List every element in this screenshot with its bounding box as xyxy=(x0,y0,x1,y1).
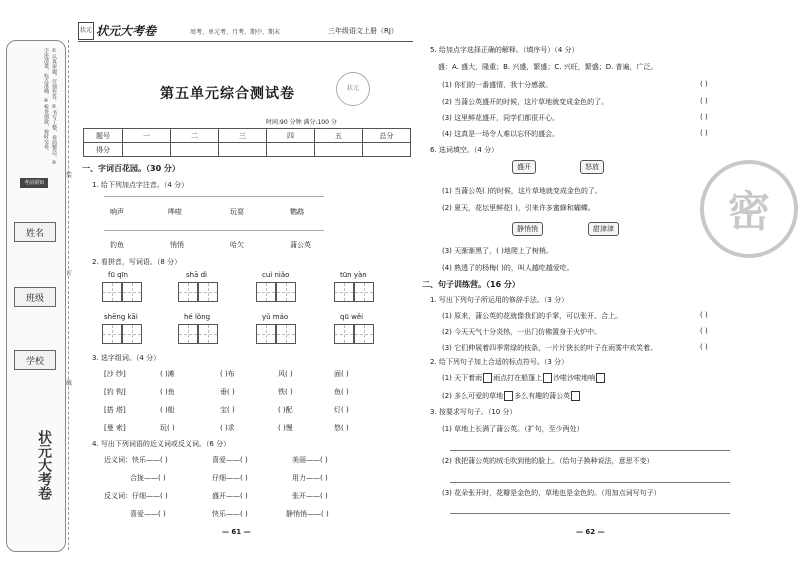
punct-box[interactable] xyxy=(596,373,605,383)
s2q2-seg: 沙啦沙啦地响 xyxy=(553,374,596,382)
score-cell[interactable] xyxy=(219,143,267,157)
answer-bracket[interactable]: ( ) xyxy=(700,311,708,319)
q4-item[interactable]: 反义词：仔细——( ) xyxy=(104,492,168,500)
q3-blank[interactable]: ( )船 xyxy=(160,406,175,414)
s2q2-seg: 雨点打在船篷上 xyxy=(493,374,543,382)
q4-item[interactable]: 喜爱——( ) xyxy=(130,510,166,518)
answer-bracket[interactable]: ( ) xyxy=(700,80,708,88)
q3-blank[interactable]: 玩( ) xyxy=(160,424,175,432)
q4-item[interactable]: 近义词：快乐——( ) xyxy=(104,456,168,464)
q3-chars: [搭 塔] xyxy=(104,406,126,414)
score-header: 三 xyxy=(219,129,267,143)
q3-blank[interactable]: ( )求 xyxy=(220,424,235,432)
name-field[interactable]: 姓名 xyxy=(14,222,56,242)
writing-boxes[interactable] xyxy=(178,324,218,348)
s2-question-2: 2. 给下列句子加上合适的标点符号。（3 分） xyxy=(430,358,569,366)
score-header: 五 xyxy=(315,129,363,143)
answer-line[interactable] xyxy=(450,482,730,483)
q6-item: (4) 熟透了的杨梅( )的，叫人越吃越爱吃。 xyxy=(442,264,574,272)
s2q2-seg: 多么有趣的蒲公英 xyxy=(514,392,571,400)
q5-item: (3) 这里鲜花盛开，同学们都很开心。 xyxy=(442,114,560,122)
s2q1-item: (1) 原来，蒲公英的花就像我们的手掌，可以张开、合上。 xyxy=(442,312,623,320)
pinyin: cuì niǎo xyxy=(262,271,290,279)
exam-tags: 周考、单元考、月考、期中、期末 xyxy=(190,29,281,36)
word-scroll: 甜津津 xyxy=(588,222,619,236)
answer-bracket[interactable]: ( ) xyxy=(700,327,708,335)
pinyin: qū wěi xyxy=(340,313,364,321)
punct-box[interactable] xyxy=(571,391,580,401)
time-info: 时间:90 分钟 满分:100 分 xyxy=(266,119,337,126)
q1-word: 哈欠 xyxy=(230,241,244,249)
score-header: 一 xyxy=(123,129,171,143)
page-number: — 62 — xyxy=(576,528,605,536)
score-header: 题号 xyxy=(84,129,123,143)
question-6: 6. 选词填空。（4 分） xyxy=(430,146,499,154)
question-4: 4. 写出下列词语的近义词或反义词。（6 分） xyxy=(92,440,231,448)
brand-title: 状元大考卷 xyxy=(96,24,157,38)
q6-item: (1) 当蒲公英( )的时候，这片草地就变成金色的了。 xyxy=(442,187,602,195)
cut-char: 装 xyxy=(66,172,73,179)
pinyin: hé lǒng xyxy=(184,313,211,321)
q6-item: (2) 夏天，花坛里鲜花( )，引来许多蜜蜂和蝴蝶。 xyxy=(442,204,595,212)
answer-line[interactable] xyxy=(450,513,730,514)
page-number: — 61 — xyxy=(222,528,251,536)
q5-item: (4) 这真是一场令人难以忘怀的盛会。 xyxy=(442,130,560,138)
cut-line xyxy=(68,40,69,550)
q6-item: (3) 天渐渐黑了，( )地爬上了树梢。 xyxy=(442,247,553,255)
writing-boxes[interactable] xyxy=(334,282,374,306)
q4-item[interactable]: 喜爱——( ) xyxy=(212,456,248,464)
punct-box[interactable] xyxy=(543,373,552,383)
writing-boxes[interactable] xyxy=(334,324,374,348)
pinyin: shēng kāi xyxy=(104,313,138,321)
pinyin-line xyxy=(104,230,324,232)
s2-question-1: 1. 写出下列句子所运用的修辞手法。（3 分） xyxy=(430,296,569,304)
punct-box[interactable] xyxy=(483,373,492,383)
answer-bracket[interactable]: ( ) xyxy=(700,343,708,351)
question-1: 1. 给下列加点字注音。（4 分） xyxy=(92,181,189,189)
question-2: 2. 看拼音，写词语。（8 分） xyxy=(92,258,182,266)
q5-options: 盛：A. 盛大，隆重；B. 兴盛，繁盛；C. 兴旺，繁盛；D. 普遍，广泛。 xyxy=(438,63,658,71)
q3-blank[interactable]: ( )配 xyxy=(278,406,293,414)
q1-word: 鹦鹉 xyxy=(290,208,304,216)
word-scroll: 静悄悄 xyxy=(512,222,543,236)
score-cell[interactable] xyxy=(123,143,171,157)
school-field[interactable]: 学校 xyxy=(14,350,56,370)
answer-line[interactable] xyxy=(450,450,730,451)
score-table xyxy=(83,128,411,157)
s2q2-item-2 xyxy=(442,391,581,401)
q3-blank[interactable]: ( )鱼 xyxy=(160,388,175,396)
s2-question-3: 3. 按要求写句子。（10 分） xyxy=(430,408,517,416)
s2q3-item: (2) 我把蒲公英的绒毛吹到他的脸上。（给句子换种说法，意思不变） xyxy=(442,457,654,465)
q3-blank[interactable]: 风( ) xyxy=(278,370,293,378)
word-scroll: 怒放 xyxy=(580,160,604,174)
section-1-title: 一、字词百花园。（30 分） xyxy=(82,164,180,173)
exam-notes: ①认真审题，仔细作答。②书写工整，卷面整洁。③字迹清楚，标点准确。④检查细致，按时交卷。 xyxy=(43,48,57,166)
q4-item[interactable]: 仔细——( ) xyxy=(212,474,248,482)
pinyin: yǔ máo xyxy=(262,313,289,321)
page-title: 第五单元综合测试卷 xyxy=(160,86,295,102)
sidebar-brand: 状元大考卷 xyxy=(36,430,52,500)
q3-chars: [沙 纱] xyxy=(104,370,126,378)
q4-item[interactable]: 盛开——( ) xyxy=(212,492,248,500)
writing-boxes[interactable] xyxy=(102,282,142,306)
writing-boxes[interactable] xyxy=(178,282,218,306)
score-cell[interactable] xyxy=(363,143,411,157)
q5-item: (2) 当蒲公英盛开的时候，这片草地就变成金色的了。 xyxy=(442,98,609,106)
section-2-title: 二、句子训练营。（16 分） xyxy=(422,280,520,289)
answer-bracket[interactable]: ( ) xyxy=(700,129,708,137)
q3-blank[interactable]: 铁( ) xyxy=(278,388,293,396)
s2q3-item: (3) 花朵张开时，花瓣是金色的，草地也是金色的。（用加点词写句子） xyxy=(442,489,661,497)
q1-word: 悄悄 xyxy=(170,241,184,249)
pinyin: fū qīn xyxy=(108,271,128,279)
q4-item[interactable]: 快乐——( ) xyxy=(212,510,248,518)
question-5: 5. 给加点字选择正确的解释。（填序号）（4 分） xyxy=(430,46,579,54)
pinyin-line xyxy=(104,196,324,198)
s2q3-item: (1) 草地上长满了蒲公英。（扩句，至少两处） xyxy=(442,425,584,433)
q4-item[interactable]: 静悄悄——( ) xyxy=(286,510,329,518)
q3-blank[interactable]: 灯( ) xyxy=(334,406,349,414)
q1-word: 响声 xyxy=(110,208,124,216)
q4-item[interactable]: 美丽——( ) xyxy=(292,456,328,464)
question-3: 3. 选字组词。（4 分） xyxy=(92,354,161,362)
q3-blank[interactable]: ( )滩 xyxy=(160,370,175,378)
score-header: 总分 xyxy=(363,129,411,143)
q1-word: 玩耍 xyxy=(230,208,244,216)
s2q1-item: (3) 它们伸展着四季常绿的枝条，一片片狭长的叶子在雨雾中欢笑着。 xyxy=(442,344,658,352)
s2q2-item-1 xyxy=(442,373,606,383)
q3-blank[interactable]: 悠( ) xyxy=(334,424,349,432)
answer-bracket[interactable]: ( ) xyxy=(700,113,708,121)
q1-word: 钓鱼 xyxy=(110,241,124,249)
class-field[interactable]: 班级 xyxy=(14,287,56,307)
score-header: 四 xyxy=(267,129,315,143)
notes-badge: 考前须知 xyxy=(20,178,48,188)
q4-item[interactable]: 用力——( ) xyxy=(292,474,328,482)
score-row-label: 得分 xyxy=(84,143,123,157)
answer-bracket[interactable]: ( ) xyxy=(700,97,708,105)
grade-label: 三年级语文上册（RJ） xyxy=(328,27,398,35)
q4-item[interactable]: 张开——( ) xyxy=(292,492,328,500)
mascot-icon: 状元 xyxy=(336,72,370,106)
q3-chars: [钓 钩] xyxy=(104,388,126,396)
q1-word: 蒲公英 xyxy=(290,241,311,249)
logo-icon: 状元 xyxy=(78,22,94,40)
q5-item: (1) 你们的一番盛情，我十分感激。 xyxy=(442,81,553,89)
writing-boxes[interactable] xyxy=(256,282,296,306)
cut-char: 订 xyxy=(66,270,73,277)
score-cell[interactable] xyxy=(315,143,363,157)
s2q2-seg: (2) 多么可爱的草地 xyxy=(442,392,504,400)
q4-item[interactable]: 合拢——( ) xyxy=(130,474,166,482)
score-header: 二 xyxy=(171,129,219,143)
pinyin: tūn yàn xyxy=(340,271,367,279)
q3-chars: [曼 索] xyxy=(104,424,126,432)
pinyin: shā dì xyxy=(186,271,207,279)
q3-blank[interactable]: ( )布 xyxy=(220,370,235,378)
score-cell[interactable] xyxy=(267,143,315,157)
cut-char: 线 xyxy=(66,380,73,387)
s2q1-item: (2) 今天天气十分炎热，一出门仿佛置身于火炉中。 xyxy=(442,328,602,336)
punct-box[interactable] xyxy=(504,391,513,401)
q1-word: 哗啦 xyxy=(168,208,182,216)
q3-blank[interactable]: 宝( ) xyxy=(220,406,235,414)
q3-blank[interactable]: 垂( ) xyxy=(220,388,235,396)
writing-boxes[interactable] xyxy=(102,324,142,348)
writing-boxes[interactable] xyxy=(256,324,296,348)
s2q2-seg: (1) 天下着雨 xyxy=(442,374,483,382)
word-scroll: 盛开 xyxy=(512,160,536,174)
q3-blank[interactable]: ( )慢 xyxy=(278,424,293,432)
q3-blank[interactable]: 鱼( ) xyxy=(334,388,349,396)
q3-blank[interactable]: 面( ) xyxy=(334,370,349,378)
score-cell[interactable] xyxy=(171,143,219,157)
confidential-stamp: 密 xyxy=(700,160,798,258)
